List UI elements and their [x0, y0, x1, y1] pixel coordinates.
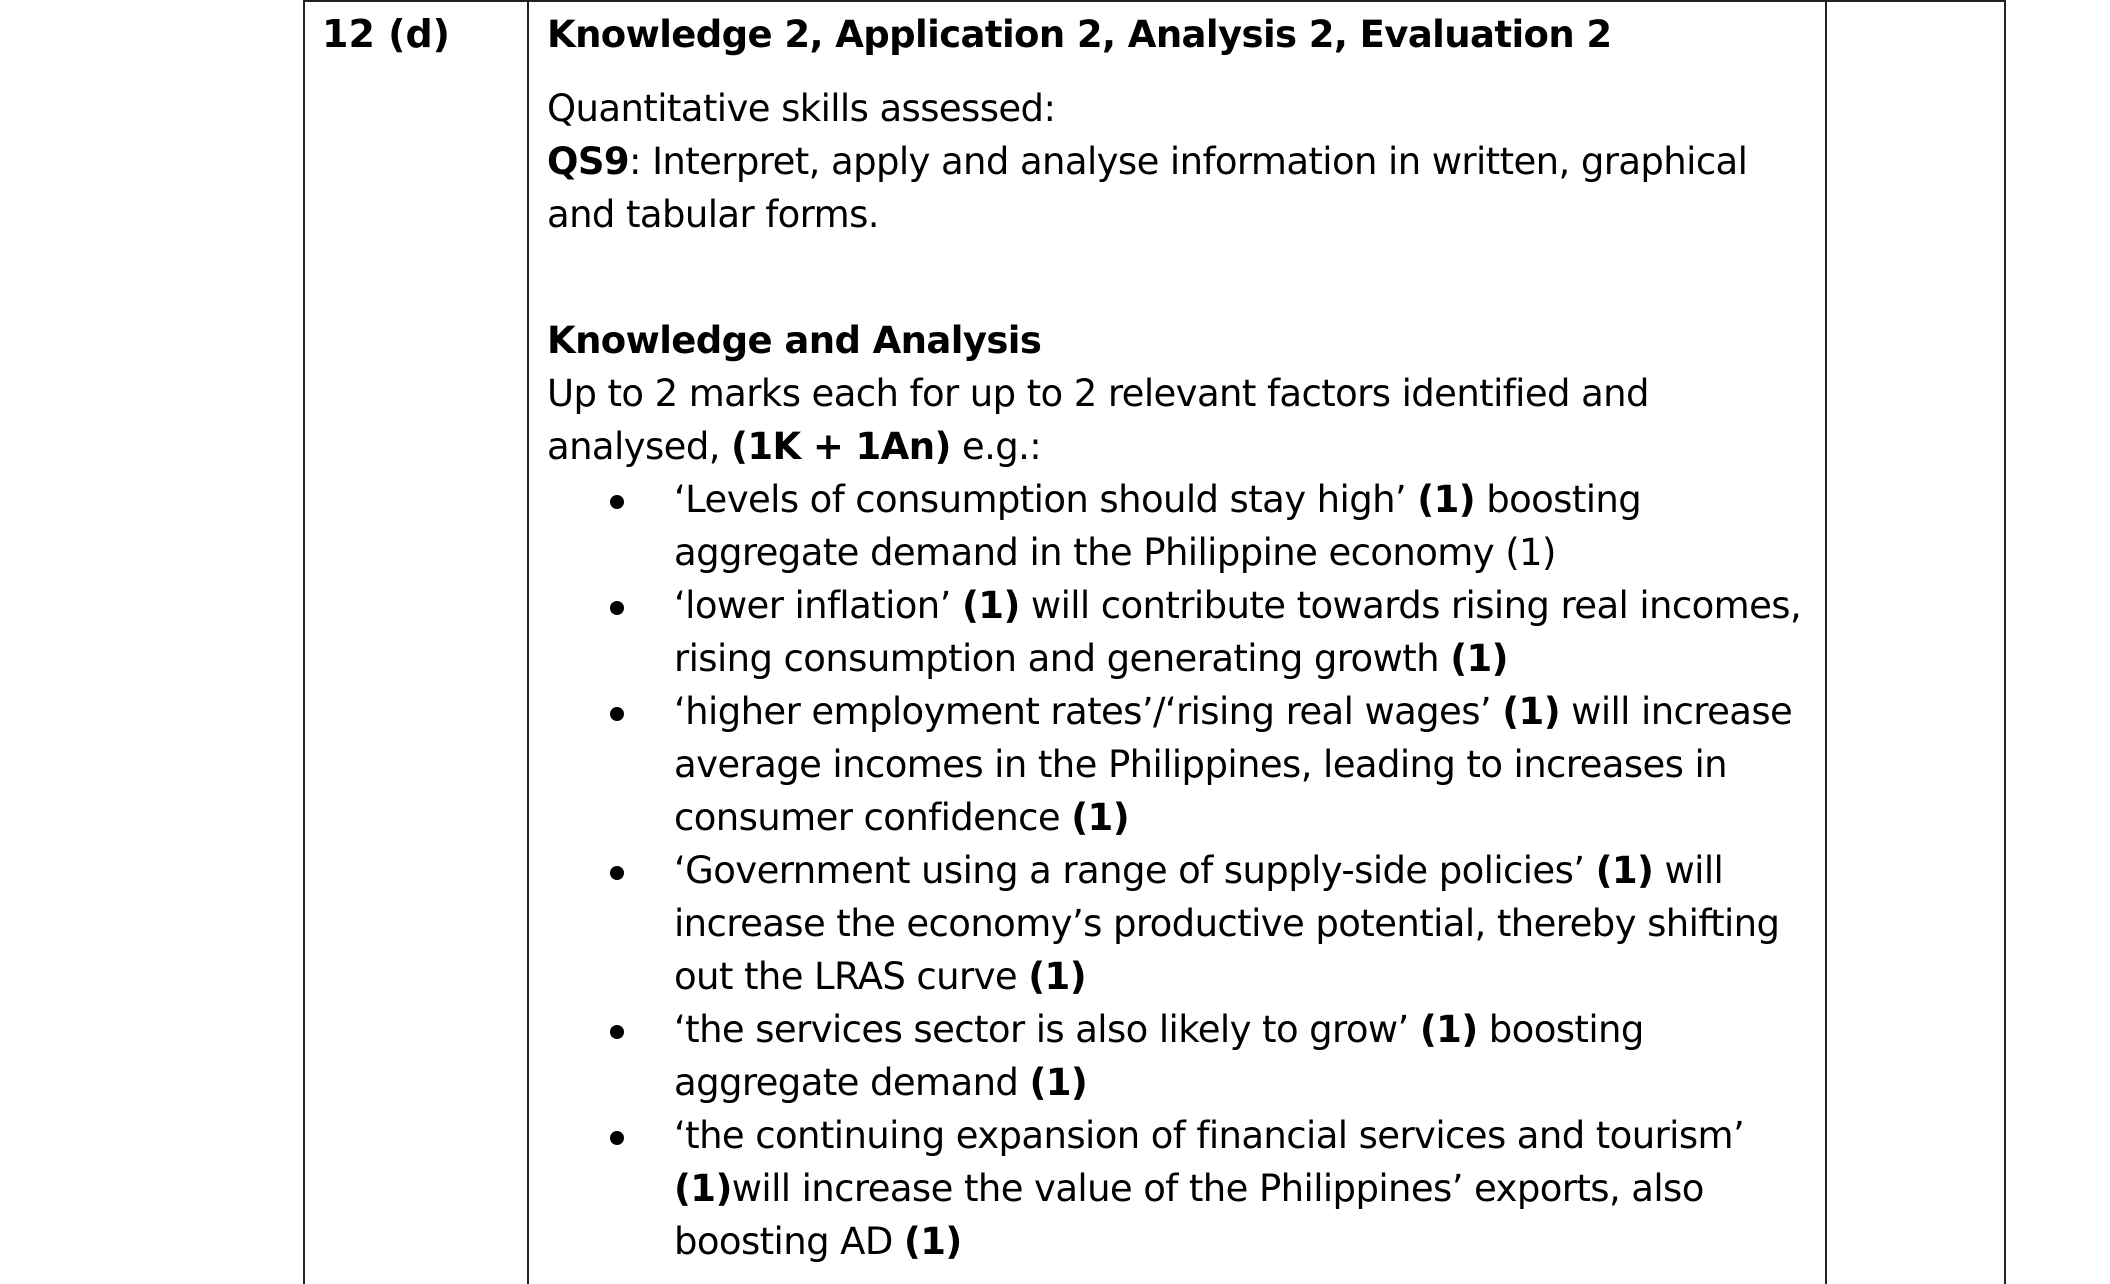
factor-mark: (1) [1502, 690, 1560, 733]
bullet-icon [610, 1025, 624, 1039]
factor-quote: ‘Government using a range of supply-side policies’ [674, 849, 1596, 892]
table-right-border [2004, 0, 2006, 1284]
factor-mark: (1) [1028, 955, 1087, 998]
factor-explanation: will increase the value of the Philippines’ exports, also boosting AD [674, 1167, 1704, 1263]
list-item [547, 685, 1817, 844]
list-item [547, 844, 1817, 1003]
qs-code: QS9 [547, 140, 630, 183]
factor-mark: (1) [1595, 849, 1654, 892]
intro-text: Up to 2 marks each for up to 2 relevant factors identified and analysed, [547, 372, 1649, 468]
factor-explanation: will increase the economy’s productive potential, thereby shifting out the LRAS curve [674, 849, 1780, 998]
factor-mark: (1) [1450, 637, 1508, 680]
factor-mark: (1) [1419, 1008, 1478, 1051]
quantitative-skills-block [547, 82, 1817, 241]
quantitative-skill-qs9 [547, 135, 1817, 241]
intro-marks: (1K + 1An) [731, 425, 951, 468]
factor-mark: (1) [903, 1220, 962, 1263]
factor-explanation: will increase average incomes in the Philippines, leading to increases in consumer confidence [674, 690, 1793, 839]
factor-mark: (1) [1071, 796, 1130, 839]
table-left-border [303, 0, 305, 1284]
knowledge-analysis-block [547, 314, 1817, 1268]
factor-quote: ‘higher employment rates’/‘rising real wages’ [674, 690, 1503, 733]
factor-list [547, 473, 1817, 1268]
factor-mark: (1) [1417, 478, 1476, 521]
factor-explanation: boosting aggregate demand in the Philippine economy (1) [674, 478, 1642, 574]
factor-mark: (1) [1029, 1061, 1088, 1104]
factor-quote: ‘Levels of consumption should stay high’ [674, 478, 1418, 521]
list-item [547, 1109, 1817, 1268]
marks-header: Knowledge 2, Application 2, Analysis 2, Evaluation 2 [547, 13, 1612, 56]
column-divider-answer [1825, 0, 1827, 1284]
bullet-icon [610, 601, 624, 615]
answer-cell [547, 8, 1817, 1268]
list-item [547, 579, 1817, 685]
factor-mark: (1) [674, 1167, 732, 1210]
knowledge-analysis-heading: Knowledge and Analysis [547, 319, 1042, 362]
quantitative-skills-intro: Quantitative skills assessed: [547, 87, 1056, 130]
bullet-icon [610, 495, 624, 509]
bullet-icon [610, 707, 624, 721]
list-item [547, 473, 1817, 579]
factor-explanation: boosting aggregate demand [674, 1008, 1644, 1104]
column-divider-question [527, 0, 529, 1284]
table-top-border [303, 0, 2006, 2]
intro-tail: e.g.: [950, 425, 1042, 468]
factor-quote: ‘the services sector is also likely to grow’ [674, 1008, 1420, 1051]
qs-description: : Interpret, apply and analyse information in written, graphical and tabular forms. [547, 140, 1748, 236]
question-number: 12 (d) [322, 12, 451, 56]
list-item [547, 1003, 1817, 1109]
factor-quote: ‘lower inflation’ [674, 584, 962, 627]
bullet-icon [610, 866, 624, 880]
knowledge-analysis-intro [547, 367, 1817, 473]
factor-explanation: will contribute towards rising real incomes, rising consumption and generating growth [674, 584, 1802, 680]
factor-quote: ‘the continuing expansion of financial services and tourism’ [674, 1114, 1745, 1157]
factor-mark: (1) [961, 584, 1020, 627]
bullet-icon [610, 1131, 624, 1145]
